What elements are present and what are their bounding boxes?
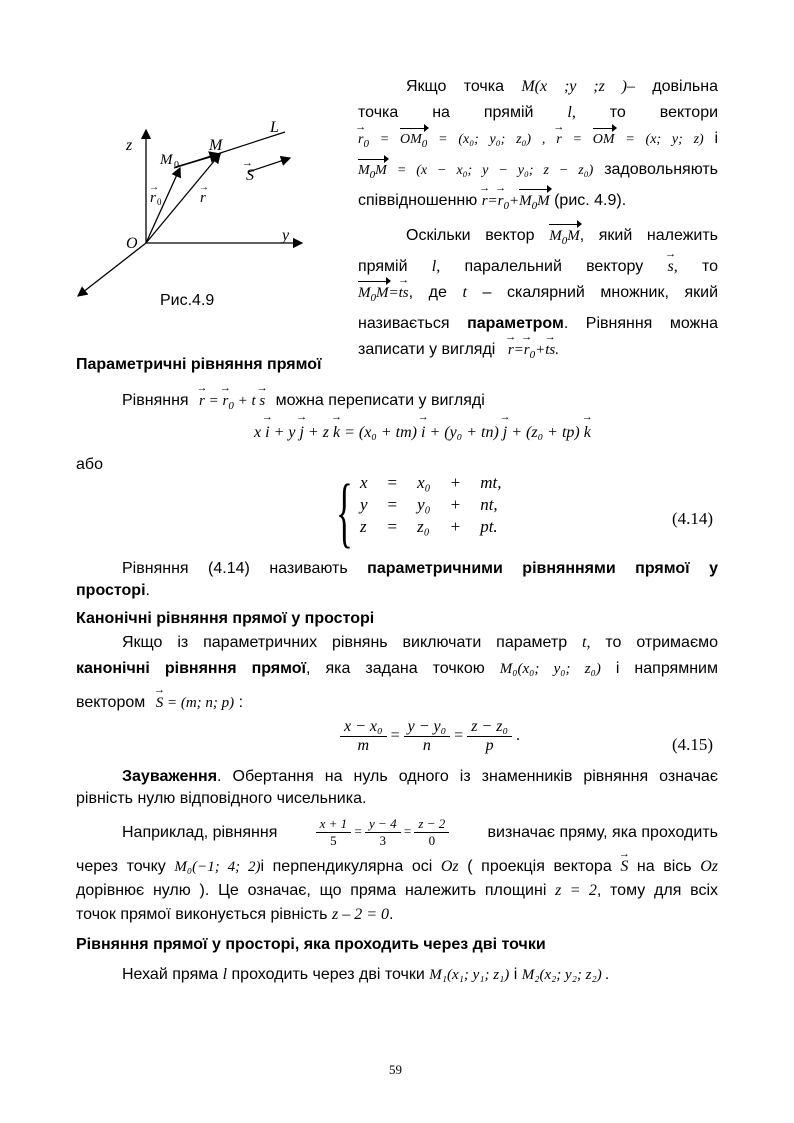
system-row: [350, 494, 511, 516]
label-y: y: [282, 227, 290, 244]
example-line4: [76, 902, 393, 928]
numerator: x − x₀: [340, 718, 387, 737]
math-vector-s: = (m; n; p): [166, 695, 235, 711]
intro-p2-line-5: записати у вигляді $r \to=r \to_0+ts$ →.: [358, 337, 718, 368]
denominator: 0: [428, 833, 436, 848]
numerator: y − 4: [365, 816, 401, 833]
label-m0: M: [160, 152, 173, 168]
math: = (x₀ + tm): [344, 424, 417, 441]
label-l: L: [270, 119, 279, 136]
eq-number-4-14: (4.14): [672, 509, 714, 528]
fraction-y: [404, 718, 451, 755]
text: то: [701, 257, 718, 275]
note-line2: рівність нулю відповідного чисельника.: [76, 790, 367, 807]
math-l: l,: [567, 104, 576, 121]
math-r-eq: = (x; y; z): [625, 132, 704, 147]
system-cell: pt.: [480, 517, 498, 536]
text: проходить через дві точки: [231, 966, 425, 983]
label-m0-sub: 0: [174, 160, 179, 171]
denominator: 5: [330, 833, 337, 848]
text: . Рівняння можна: [563, 314, 718, 332]
text: ( проекція вектора: [467, 858, 612, 875]
math-oz: Oz: [440, 858, 459, 875]
example-line3: [76, 878, 718, 904]
math-l: l,: [431, 257, 441, 275]
label-r0-arrow: →: [149, 182, 159, 193]
system-cell: y₀: [417, 495, 431, 514]
system-cell: mt,: [480, 473, 502, 492]
text: (рис. 4.9).: [554, 191, 627, 209]
text: і: [513, 966, 518, 983]
text: вектору: [586, 257, 644, 275]
math-l: l: [222, 966, 228, 983]
system-cell: +: [450, 473, 461, 492]
text: і перпендикулярна осі: [260, 858, 433, 875]
label-s-arrow: →: [242, 157, 253, 169]
label-r0-sub: 0: [157, 197, 162, 207]
system-cell: x: [360, 473, 368, 492]
text: прямій: [483, 104, 534, 121]
text: – скалярний множник, який: [482, 283, 719, 301]
system-cell: =: [387, 495, 398, 514]
text: Оскільки вектор: [406, 226, 535, 244]
section3-p1: [122, 962, 609, 988]
label-r: r: [200, 190, 206, 206]
fraction-x: [340, 718, 387, 755]
abo-text: або: [76, 456, 103, 473]
system-cell: +: [450, 495, 461, 514]
text: Рівняння: [122, 392, 189, 409]
text: Наприклад, рівняння: [122, 823, 278, 841]
text: і напрямним: [615, 660, 718, 677]
system-cell: =: [387, 517, 398, 536]
text: дорівнює нулю ). Це означає, що пряма належить площині: [76, 882, 547, 899]
math-oz: Oz: [700, 858, 719, 875]
math-point-m1: M₁(x₁; y₁; z₁): [429, 967, 510, 983]
text: .: [145, 582, 150, 599]
brace: {: [336, 468, 353, 555]
text: , де: [408, 283, 447, 301]
term-parametric-equations: параметричними рівняннями прямої у: [367, 560, 718, 577]
eq-number-4-15: (4.15): [672, 735, 714, 754]
text: , яка задана точкою: [306, 660, 485, 677]
denominator: n: [422, 737, 431, 754]
text: .: [389, 906, 394, 923]
vector-s: [248, 158, 290, 172]
math-point-example: M₀(−1; 4; 2): [174, 859, 261, 875]
system-row: [350, 472, 511, 494]
math-t: t,: [582, 634, 591, 651]
system-cell: +: [450, 517, 461, 536]
example-line2: через точку M₀(−1; 4; 2)і перпендикулярна осі Oz ( проекція вектора S → на вісь Oz: [76, 854, 718, 880]
section2-p1-line1: [76, 630, 718, 656]
text: можна переписати у вигляді: [275, 392, 485, 409]
text: то отримаємо: [605, 634, 719, 651]
ex-fraction-x: [316, 816, 352, 849]
text: Нехай пряма: [122, 966, 219, 983]
ex-fraction-z: [414, 816, 449, 849]
intro-paragraph: [358, 74, 718, 368]
term-note: Зауваження: [122, 768, 218, 785]
text: співвідношенню: [358, 191, 478, 209]
text: :: [238, 694, 244, 711]
intro-line-4: $M_0M = (x - x_0$; y − y₀; z − z₀) задовольняють: [358, 157, 718, 188]
section-title-canonical: Канонічні рівняння прямої у просторі: [76, 610, 375, 627]
text: , який належить: [579, 226, 719, 244]
vector-m0m: [176, 154, 220, 167]
label-r-arrow: →: [199, 182, 209, 193]
text: записати у вигляді: [358, 340, 496, 358]
math-z-minus-2: z – 2 = 0: [331, 906, 389, 923]
math: + (z₀ + tp): [511, 424, 580, 441]
section-title-parametric: Параметричні рівняння прямої: [76, 356, 322, 373]
text: називається: [358, 314, 450, 332]
intro-p2-line-4: [358, 311, 718, 337]
system-row: [350, 516, 511, 538]
text: точок прямої виконується рівність: [76, 906, 328, 923]
intro-line-5: співвідношенню $r \to=r \to_0+M_0M$ (рис. 4.9).: [358, 188, 718, 219]
text: паралельний: [464, 257, 562, 275]
text: через точку: [76, 858, 166, 875]
section1-p2-line1: [76, 556, 718, 582]
system-cell: x₀: [417, 473, 431, 492]
text: задовольняють: [604, 160, 719, 178]
term-parameter: параметром: [467, 314, 564, 332]
text: на: [432, 104, 450, 121]
intro-p2-line-1: Оскільки вектор $M_0M$, який належить: [358, 223, 718, 254]
system-cell: =: [387, 473, 398, 492]
text: Рівняння (4.14) називають: [122, 560, 348, 577]
intro-p2-line-2: прямій l, паралельний вектору s →, то: [358, 254, 718, 280]
text: то: [609, 104, 626, 121]
denominator: 3: [379, 833, 387, 848]
text: Якщо із параметричних рівнянь виключати параметр: [122, 634, 568, 651]
section2-p1-line3: вектором S → = (m; n; p) :: [76, 690, 243, 716]
text: прямій: [358, 257, 408, 275]
text: вектори: [659, 104, 719, 121]
system-table: [350, 472, 511, 538]
figure-4-9: [70, 110, 370, 310]
math-z-eq-2: z = 2: [555, 882, 597, 899]
label-m: M: [209, 137, 223, 154]
text: Якщо точка: [406, 78, 505, 95]
text: довільна: [652, 78, 718, 95]
math-m0m-eq: = (x − x₀; y − y₀; z − z₀): [396, 162, 594, 178]
math-t: t: [462, 283, 467, 301]
math-r0-eq: = (x₀; y₀; z₀) ,: [438, 132, 546, 147]
system-cell: nt,: [480, 495, 498, 514]
math-point-m0: M₀(x₀; y₀; z₀): [499, 661, 601, 677]
fraction-z: [467, 718, 512, 755]
math: + (y₀ + tn): [429, 424, 499, 441]
figure-caption: Рис.4.9: [160, 292, 215, 309]
label-z: z: [126, 137, 133, 154]
system-cell: z₀: [417, 517, 430, 536]
term-canonical-equations: канонічні рівняння прямої: [76, 660, 307, 677]
equation-vector-form: x i → + y j → + z k → = (x₀ + tm) i → + (y₀ + tn) j → + (z₀ + tp) k →: [254, 424, 591, 442]
numerator: z − z₀: [467, 718, 512, 737]
example-line1: Наприклад, рівняння $\frac{x + 1}{5}$ = $\frac{y - 4}{3}$ = $\frac{z - 2}{0}$ визначає пряму, яка проходить: [122, 816, 718, 848]
intro-line-3: $r \to_0 = OM_0 = (x_0$; y₀; z₀) , r → = OM = (x; y; z) і: [358, 126, 718, 157]
text: . Обертання на нуль одного із знаменників рівняння означає: [217, 768, 718, 785]
section2-p1-line2: [76, 656, 718, 682]
system-cell: y: [360, 495, 368, 514]
numerator: y − y₀: [404, 718, 451, 737]
denominator: m: [357, 737, 370, 754]
numerator: z − 2: [414, 816, 449, 833]
label-s: S: [246, 167, 254, 184]
numerator: x + 1: [316, 816, 352, 833]
page-number: 59: [389, 1062, 402, 1077]
math-point-m: M(x ;y ;z )–: [521, 78, 635, 95]
text: точка: [358, 104, 399, 121]
intro-p2-line-3: $M_0M=ts$ →, де t – скалярний множник, який: [358, 280, 718, 311]
equation-4-15: $\frac{\text{x − x₀}}{m}$ = $\frac{\text{y − y₀}}{n}$ = $\frac{\text{z − z₀}}{p}$ .: [340, 718, 520, 755]
label-r0: r: [150, 190, 156, 206]
section1-p1: Рівняння r → = $r \to_0 + t$ s → можна переписати у вигляді: [122, 388, 485, 419]
term-in-space: просторі: [76, 582, 146, 599]
ex-fraction-y: [365, 816, 401, 849]
text: і: [714, 130, 719, 147]
label-o: O: [126, 235, 138, 252]
intro-line-1: [358, 74, 718, 100]
denominator: p: [485, 737, 494, 754]
intro-line-2: [358, 100, 718, 126]
section1-p2-line2: [76, 578, 150, 604]
text: визначає пряму, яка проходить: [487, 823, 718, 841]
text: вектором: [76, 694, 146, 711]
text: на вісь: [636, 858, 692, 875]
system-cell: z: [360, 517, 367, 536]
text: , тому для всіх: [596, 882, 718, 899]
section-title-two-points: Рівняння прямої у просторі, яка проходить через дві точки: [76, 936, 546, 953]
math-point-m2: M₂(x₂; y₂; z₂) .: [521, 967, 610, 983]
